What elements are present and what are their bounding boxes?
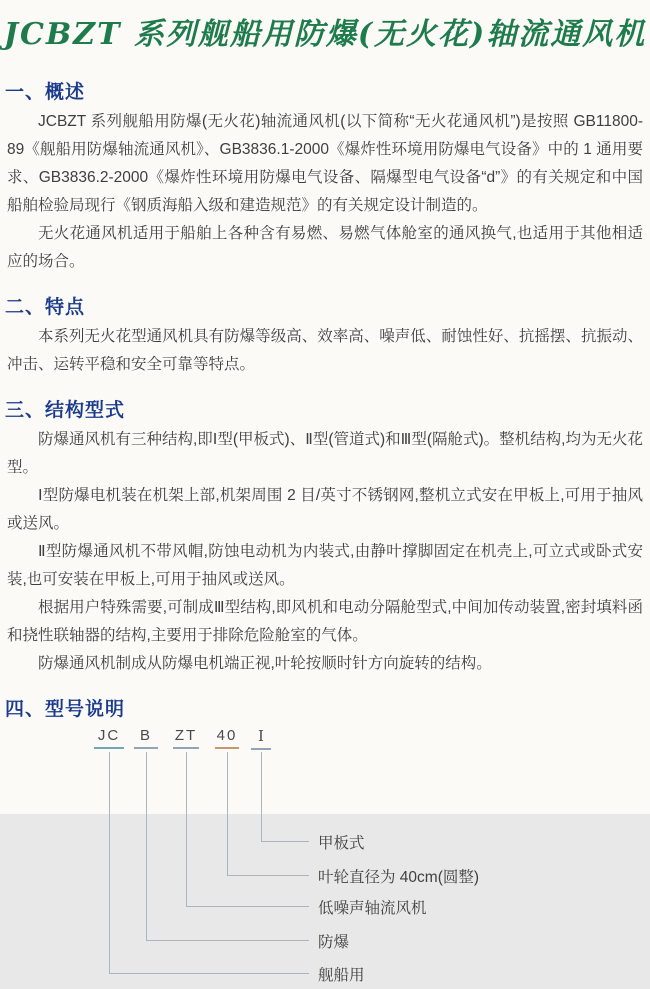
section-heading-features: 二、特点 <box>5 297 86 318</box>
model-code-b: B <box>134 727 158 749</box>
structure-paragraph-5: 防爆通风机制成从防爆电机端正视,叶轮按顺时针方向旋转的结构。 <box>38 655 492 672</box>
section-heading-structure: 三、结构型式 <box>5 400 126 421</box>
connector-line-marine-use <box>109 752 309 974</box>
structure-paragraph-3: Ⅱ型防爆通风机不带风帽,防蚀电动机为内装式,由静叶撑脚固定在机壳上,可立式或卧式安装,也可安装在甲板上,可用于抽风或送风。 <box>7 543 643 588</box>
overview-paragraph-1: JCBZT 系列舰船用防爆(无火花)轴流通风机(以下简称“无火花通风机”)是按照 GB11800-89《舰船用防爆轴流通风机》、GB3836.1-2000《爆炸性环境用防爆电气设备》中的 1 通用要求、GB3836.2-2000《爆炸性环境用防爆电气设备、隔爆型电气设备“d”》的有关规定和中国船舶检验局现行《钢质海船入级和建造规范》的有关规定设计制造的。 <box>7 113 643 214</box>
section-heading-model: 四、型号说明 <box>5 699 126 720</box>
section-heading-overview: 一、概述 <box>5 82 86 103</box>
model-code-i: Ⅰ <box>251 727 271 750</box>
model-code-diagram <box>0 727 650 989</box>
structure-paragraph-2: Ⅰ型防爆电机装在机架上部,机架周围 2 目/英寸不锈钢网,整机立式安在甲板上,可用于抽风或送风。 <box>7 487 643 532</box>
features-paragraph: 本系列无火花型通风机具有防爆等级高、效率高、噪声低、耐蚀性好、抗摇摆、抗振动、冲击、运转平稳和安全可靠等特点。 <box>7 328 643 373</box>
structure-paragraph-1: 防爆通风机有三种结构,即Ⅰ型(甲板式)、Ⅱ型(管道式)和Ⅲ型(隔舱式)。整机结构,均为无火花型。 <box>7 431 643 476</box>
annotation-explosionproof: 防爆 <box>318 934 350 951</box>
document-title: JCBZT 系列舰船用防爆(无火花)轴流通风机 <box>3 17 647 52</box>
annotation-marine-use: 舰船用 <box>318 967 365 984</box>
annotation-impeller-dia: 叶轮直径为 40cm(圆整) <box>318 869 480 886</box>
structure-paragraph-4: 根据用户特殊需要,可制成Ⅲ型结构,即风机和电动分隔舱型式,中间加传动装置,密封填料函和挠性联轴器的结构,主要用于排除危险舱室的气体。 <box>7 599 643 644</box>
annotation-low-noise: 低噪声轴流风机 <box>318 900 427 917</box>
model-code-zt: ZT <box>173 727 199 749</box>
overview-paragraph-2: 无火花通风机适用于船舶上各种含有易燃、易燃气体舱室的通风换气,也适用于其他相适应的场合。 <box>7 225 643 270</box>
model-code-jc: JC <box>94 727 124 749</box>
model-code-40: 40 <box>215 727 239 749</box>
annotation-deck-type: 甲板式 <box>318 835 365 852</box>
